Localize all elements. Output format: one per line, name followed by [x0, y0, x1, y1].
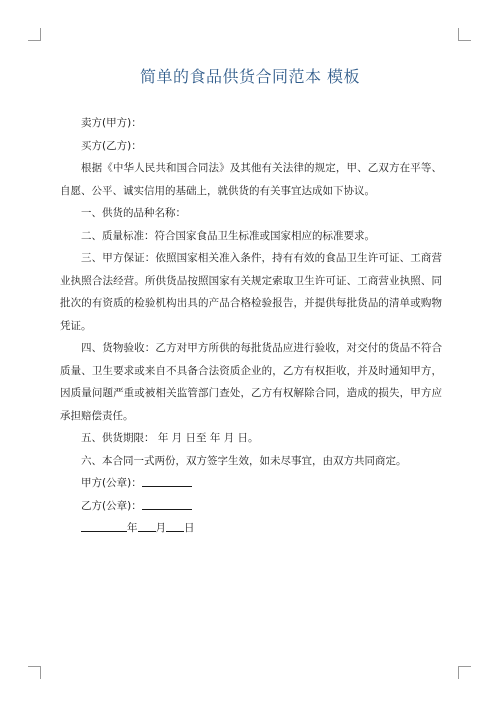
- date-year-blank: [81, 520, 127, 532]
- crop-mark-bottom-left: [28, 666, 41, 679]
- date-day-label: 日: [184, 522, 195, 534]
- intro-paragraph: 根据《中华人民共和国合同法》及其他有关法律的规定，甲、乙双方在平等、自愿、公平、诚实信用的基础上，就供货的有关事宜达成如下协议。: [60, 162, 442, 197]
- crop-mark-bottom-right: [458, 666, 471, 679]
- clause-4: 四、货物验收：乙方对甲方所供的每批货品应进行验收，对交付的货品不符合质量、卫生要求或来自不具备合法资质企业的，乙方有权拒收，并及时通知甲方，因质量问题严重或被相关监管部门查处，乙方有权解除合同，造成的损失，甲方应承担赔偿责任。: [60, 342, 442, 422]
- party-a-signature-blank: [142, 475, 192, 487]
- buyer-line: 买方(乙方)：: [81, 139, 142, 152]
- date-day-blank: [166, 520, 184, 532]
- clause-3: 三、甲方保证：依照国家相关准入条件，持有有效的食品卫生许可证、工商营业执照合法经营。所供货品按照国家有关规定索取卫生许可证、工商营业执照、同批次的有资质的检验机构出具的产品合格检验报告，并提供每批货品的清单或购物凭证。: [60, 252, 442, 332]
- crop-mark-top-right: [458, 28, 471, 41]
- party-a-signature-line: [60, 472, 442, 495]
- clause-6: 六、本合同一式两份，双方签字生效，如未尽事宜，由双方共同商定。: [81, 454, 407, 467]
- party-b-signature-label: 乙方(公章)：: [81, 499, 142, 512]
- date-month-blank: [138, 520, 156, 532]
- date-year-label: 年: [127, 522, 138, 534]
- party-a-signature-label: 甲方(公章)：: [81, 477, 142, 489]
- document-body: [60, 112, 442, 540]
- clause-2: 二、质量标准：符合国家食品卫生标准或国家相应的标准要求。: [81, 229, 375, 242]
- party-b-signature-line: [60, 495, 442, 518]
- date-month-label: 月: [155, 522, 166, 534]
- crop-mark-top-left: [28, 28, 41, 41]
- date-line: [60, 517, 442, 540]
- clause-1: 一、供货的品种名称：: [81, 207, 186, 219]
- party-b-signature-blank: [142, 498, 192, 510]
- document-title: 简单的食品供货合同范本 模板: [139, 67, 361, 86]
- clause-5: 五、供货期限： 年 月 日至 年 月 日。: [81, 432, 259, 444]
- seller-line: 卖方(甲方)：: [81, 117, 142, 129]
